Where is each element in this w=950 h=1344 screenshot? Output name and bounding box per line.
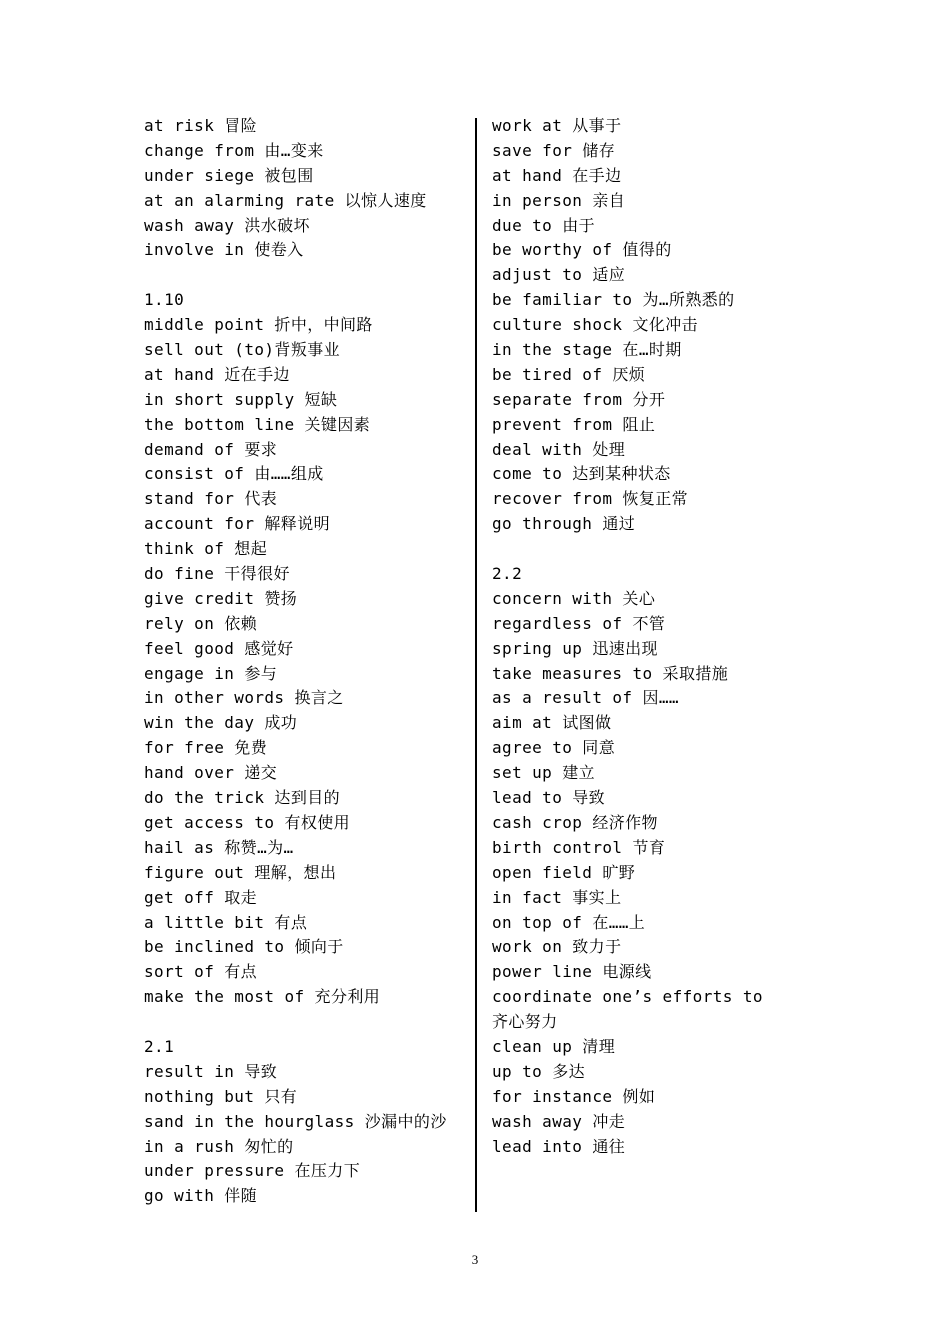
vocab-line: lead to 导致	[492, 788, 606, 808]
vocab-line: do fine 干得很好	[144, 564, 290, 584]
vocab-line: in person 亲自	[492, 190, 626, 210]
vocab-line: go through 通过	[492, 514, 636, 534]
vocab-line: in short supply 短缺	[144, 389, 338, 409]
vocab-line: wash away 洪水破坏	[144, 215, 310, 235]
vocab-line: agree to 同意	[492, 738, 616, 758]
vocab-line: separate from 分开	[492, 389, 666, 409]
vocab-line: as a result of 因……	[492, 688, 679, 708]
vocab-line: work on 致力于	[492, 937, 622, 957]
vocab-line: come to 达到某种状态	[492, 464, 671, 484]
vocab-line	[144, 263, 464, 288]
vocab-line: deal with 处理	[492, 439, 626, 459]
vocab-line: be familiar to 为…所熟悉的	[492, 290, 735, 310]
vocab-line: sand in the hourglass 沙漏中的沙	[144, 1111, 447, 1131]
vocab-line: be tired of 厌烦	[492, 364, 646, 384]
vocab-line: spring up 迅速出现	[492, 638, 658, 658]
vocab-line: birth control 节育	[492, 837, 666, 857]
vocab-line	[144, 1010, 464, 1035]
vocab-line: at hand 在手边	[492, 165, 622, 185]
vocab-line: be inclined to 倾向于	[144, 937, 344, 957]
vocab-line: under pressure 在压力下	[144, 1161, 361, 1181]
vocab-line: prevent from 阻止	[492, 414, 656, 434]
vocab-line: do the trick 达到目的	[144, 788, 341, 808]
vocab-line: save for 储存	[492, 140, 616, 160]
vocab-line: clean up 清理	[492, 1036, 616, 1056]
vocab-line: in the stage 在…时期	[492, 340, 682, 360]
vocab-line: hand over 递交	[144, 763, 278, 783]
vocab-line	[492, 537, 792, 562]
vocab-line: result in 导致	[144, 1061, 278, 1081]
vocab-line: rely on 依赖	[144, 613, 258, 633]
vocab-line: work at 从事于	[492, 116, 622, 135]
vocab-line: on top of 在……上	[492, 912, 646, 932]
vocab-line: nothing but 只有	[144, 1086, 298, 1106]
vocab-line: 2.1	[144, 1036, 175, 1056]
vocab-line: go with 伴随	[144, 1186, 258, 1206]
vocab-line: stand for 代表	[144, 489, 278, 509]
vocab-line: cash crop 经济作物	[492, 812, 658, 832]
vocab-line: middle point 折中，中间路	[144, 315, 373, 335]
vocab-line: be worthy of 值得的	[492, 240, 672, 260]
vocab-line: adjust to 适应	[492, 265, 626, 285]
vocab-line: for free 免费	[144, 738, 268, 758]
vocab-line: regardless of 不管	[492, 613, 666, 633]
vocab-line: engage in 参与	[144, 663, 278, 683]
column-divider	[475, 118, 477, 1212]
vocab-line: win the day 成功	[144, 713, 298, 733]
vocab-line: at hand 近在手边	[144, 364, 290, 384]
vocab-line: take measures to 采取措施	[492, 663, 729, 683]
vocab-line: hail as 称赞…为…	[144, 837, 294, 857]
vocab-line: at risk 冒险	[144, 116, 258, 135]
vocab-line: due to 由于	[492, 215, 596, 235]
vocab-line: the bottom line 关键因素	[144, 414, 371, 434]
vocab-line: coordinate one’s efforts to	[492, 987, 763, 1007]
vocab-line: at an alarming rate 以惊人速度	[144, 190, 427, 210]
vocab-line: sort of 有点	[144, 962, 258, 982]
vocab-line: 齐心努力	[492, 1012, 558, 1032]
vocab-line: 1.10	[144, 290, 185, 310]
vocab-line: in other words 换言之	[144, 688, 344, 708]
page-number: 3	[471, 1252, 479, 1267]
vocab-line: power line 电源线	[492, 962, 652, 982]
vocab-line: give credit 赞扬	[144, 588, 298, 608]
vocab-line: lead into 通往	[492, 1136, 626, 1156]
vocab-line: account for 解释说明	[144, 514, 330, 534]
vocab-line: demand of 要求	[144, 439, 278, 459]
vocab-line: a little bit 有点	[144, 912, 308, 932]
vocab-line: open field 旷野	[492, 862, 636, 882]
vocab-line: under siege 被包围	[144, 165, 314, 185]
vocab-line: for instance 例如	[492, 1086, 656, 1106]
vocab-line: consist of 由……组成	[144, 464, 324, 484]
vocab-line: set up 建立	[492, 763, 596, 783]
vocab-line: wash away 冲走	[492, 1111, 626, 1131]
vocab-line: get off 取走	[144, 887, 258, 907]
right-column	[492, 114, 792, 1159]
vocab-line: get access to 有权使用	[144, 812, 351, 832]
vocab-line: involve in 使卷入	[144, 240, 304, 260]
vocab-line: concern with 关心	[492, 588, 656, 608]
left-column	[144, 114, 464, 1209]
vocab-line: in a rush 匆忙的	[144, 1136, 294, 1156]
vocab-line: up to 多达	[492, 1061, 585, 1081]
vocab-line: culture shock 文化冲击	[492, 315, 699, 335]
vocab-line: make the most of 充分利用	[144, 987, 381, 1007]
vocab-line: aim at 试图做	[492, 713, 612, 733]
vocab-line: feel good 感觉好	[144, 638, 294, 658]
vocab-line: think of 想起	[144, 539, 268, 559]
vocab-line: figure out 理解，想出	[144, 862, 337, 882]
vocab-line: in fact 事实上	[492, 887, 622, 907]
vocab-line: 2.2	[492, 564, 523, 584]
vocab-line: sell out (to)背叛事业	[144, 340, 341, 360]
vocab-line: change from 由…变来	[144, 140, 324, 160]
vocab-line: recover from 恢复正常	[492, 489, 689, 509]
